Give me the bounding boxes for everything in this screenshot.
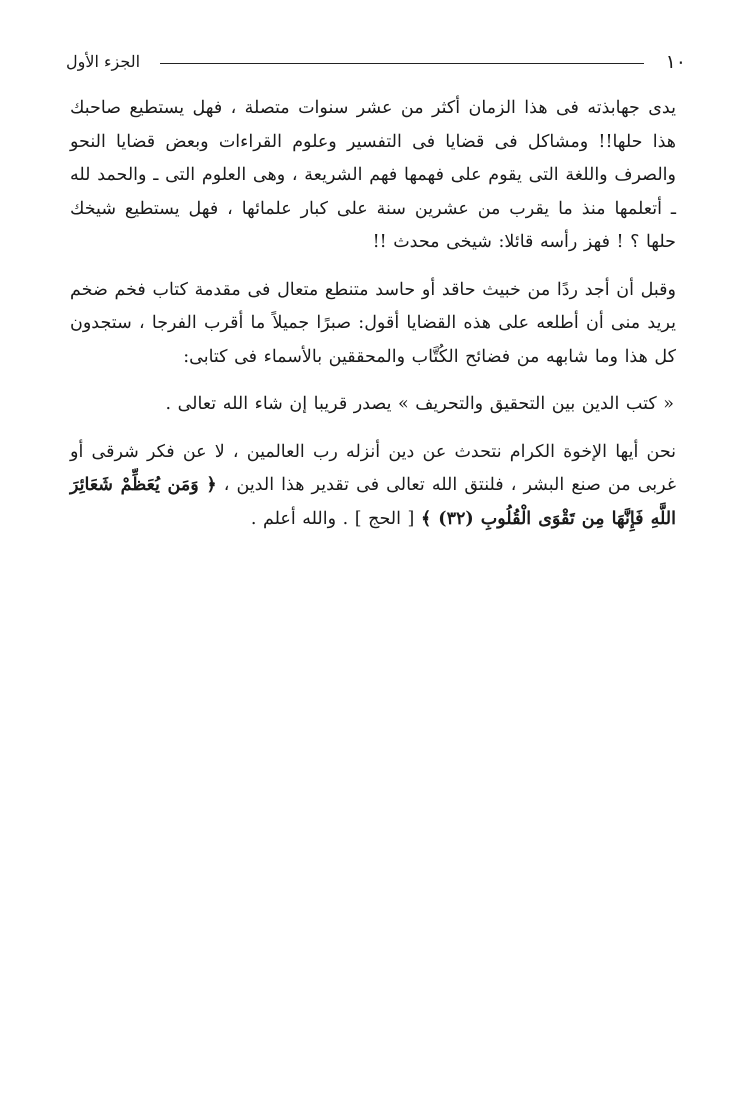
page-header: [66, 50, 686, 76]
paragraph-1: يدى جهابذته فى هذا الزمان أكثر من عشر سنوات متصلة ، فهل يستطيع صاحبك هذا حلها!! ومشاكل فى قضايا فى التفسير وعلوم القراءات وبعض قضايا النحو والصرف واللغة التى يقوم على فهمها فهم الشريعة ، وهى العلوم التى ـ والحمد لله ـ أتعلمها منذ ما يقرب من عشرين سنة على كبار علمائها ، فهل يستطيع شيخك حلها ؟ ! فهز رأسه قائلا: شيخى محدث !!: [70, 98, 676, 252]
body-text: [70, 92, 676, 536]
page-number: ١٠: [665, 51, 686, 73]
verse-citation: [ الحج ]: [354, 508, 415, 529]
paragraph-2: وقبل أن أجد ردًا من خبيث حاقد أو حاسد متنطع متعال فى مقدمة كتاب فخم ضخم يريد منى أن أطلعه على هذه القضايا أقول: صبرًا جميلاً ما أقرب الفرجا ، ستجدون كل هذا وما شابهه من فضائح الكُتَّاب والمحققين بالأسماء فى كتابى:: [70, 279, 676, 367]
paragraph-4: [70, 436, 676, 537]
header-rule: [160, 63, 644, 64]
quran-verse: ﴿ وَمَن يُعَظِّمْ شَعَائِرَ اللَّهِ فَإِنَّهَا مِن تَقْوَى الْقُلُوبِ (٣٢) ﴾: [70, 475, 676, 529]
paragraph-4-text: نحن أيها الإخوة الكرام نتحدث عن دين أنزله رب العالمين ، لا عن فكر شرقى أو غربى من صنع البشر ، فلنتق الله تعالى فى تقدير هذا الدين ،: [70, 441, 676, 495]
book-title-paragraph: « كتب الدين بين التحقيق والتحريف » يصدر قريبا إن شاء الله تعالى .: [165, 394, 674, 414]
closing-text: . والله أعلم .: [250, 508, 349, 529]
running-title: الجزء الأول: [66, 52, 141, 71]
